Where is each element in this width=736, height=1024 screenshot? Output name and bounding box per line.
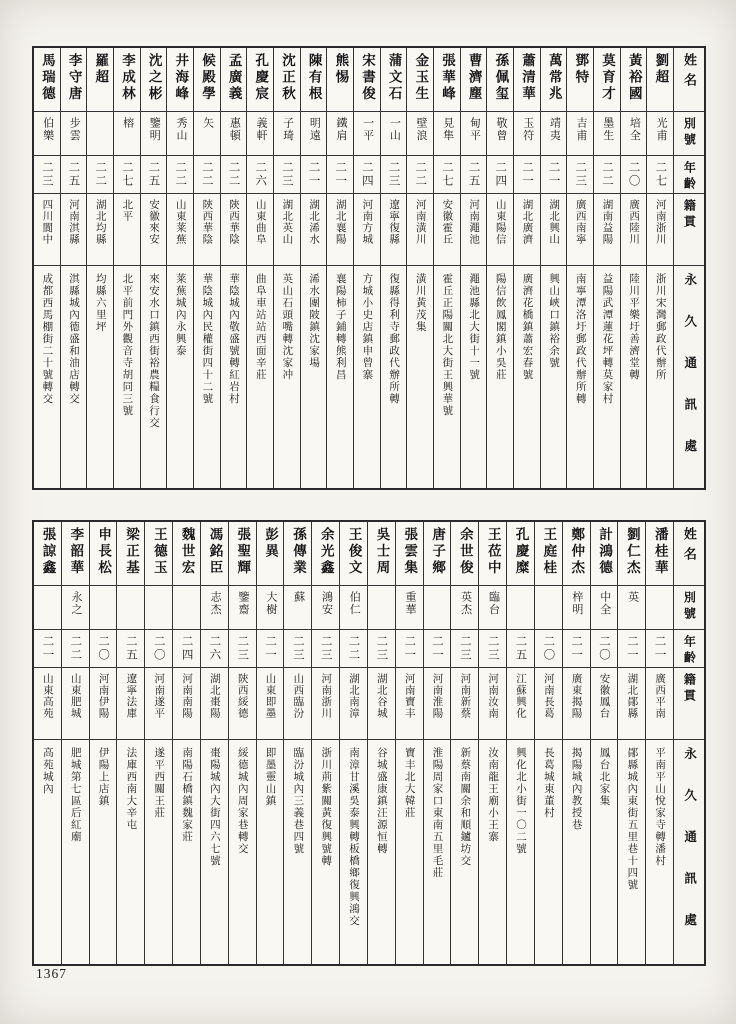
person-name: 張雲集 [396, 522, 423, 586]
person-age: 二二 [167, 156, 193, 194]
person-alias [34, 586, 61, 630]
person-column [61, 48, 88, 488]
person-age: 二〇 [535, 630, 562, 668]
person-column [141, 48, 168, 488]
person-alias: 墨生 [594, 112, 620, 156]
person-address: 華陰城內民權街四十二號 [201, 273, 213, 405]
person-name: 金玉生 [407, 48, 433, 112]
person-name: 鄧特 [567, 48, 593, 112]
roster-table-bottom [32, 520, 706, 966]
person-column [221, 48, 248, 488]
person-address: 方城小史店鎮申曾寨 [361, 273, 373, 381]
person-alias: 臨台 [479, 586, 506, 630]
person-column [618, 522, 646, 964]
header-address-label: 永久通訊處 [682, 747, 697, 955]
person-name: 馮銘臣 [201, 522, 228, 586]
person-column [396, 522, 424, 964]
person-alias: 見隼 [434, 112, 460, 156]
person-address: 陸川平樂圩善濟堂轉 [628, 273, 640, 381]
person-name: 劉超 [647, 48, 673, 112]
person-alias: 一平 [354, 112, 380, 156]
person-name: 孔慶糜 [507, 522, 534, 586]
person-native: 安徽霍丘 [434, 194, 460, 266]
header-name-label: 姓名 [674, 522, 704, 586]
person-address: 棗陽城內大街四六七號 [208, 747, 220, 867]
person-column [591, 522, 619, 964]
header-alias-label: 別號 [674, 586, 704, 630]
person-native: 山東陽信 [487, 194, 513, 266]
person-native: 湖北興山 [541, 194, 567, 266]
person-alias: 培全 [621, 112, 647, 156]
person-age: 二二 [340, 630, 367, 668]
person-column [451, 522, 479, 964]
person-address: 南漳甘溪吳泰興轉板橋鄉復興鴻交 [348, 747, 360, 927]
person-column [257, 522, 285, 964]
person-address: 南寧潭洛圩郵政代辦所轉 [574, 273, 586, 405]
person-alias: 光甫 [647, 112, 673, 156]
person-age: 二三 [274, 156, 300, 194]
person-name: 莫育才 [594, 48, 620, 112]
person-alias [646, 586, 673, 630]
person-alias: 甸平 [461, 112, 487, 156]
person-alias [173, 586, 200, 630]
person-address: 益陽武潭蓮花坪轉莫家村 [601, 273, 613, 405]
person-column [194, 48, 221, 488]
person-native: 河南新蔡 [451, 668, 478, 740]
person-alias [117, 586, 144, 630]
person-native: 山東肥城 [62, 668, 89, 740]
person-column [487, 48, 514, 488]
person-name: 陳有根 [301, 48, 327, 112]
person-native: 湖北棗陽 [201, 668, 228, 740]
person-name: 曹濟塵 [461, 48, 487, 112]
person-address: 浙川荊紫關黃復興號轉 [320, 747, 332, 867]
person-age: 二三 [34, 156, 60, 194]
person-name: 候殿學 [194, 48, 220, 112]
person-age: 二〇 [621, 156, 647, 194]
person-alias: 吉甫 [567, 112, 593, 156]
person-column [173, 522, 201, 964]
person-alias: 鑒明 [141, 112, 167, 156]
person-alias: 鐵肩 [327, 112, 353, 156]
person-column [327, 48, 354, 488]
person-column [541, 48, 568, 488]
person-alias: 重華 [396, 586, 423, 630]
person-age: 二六 [201, 630, 228, 668]
person-address: 淮陽周家口東南五里毛莊 [431, 747, 443, 879]
person-native: 廣西南寧 [567, 194, 593, 266]
person-column [424, 522, 452, 964]
person-age: 二一 [301, 156, 327, 194]
person-column [354, 48, 381, 488]
person-native: 山東即墨 [257, 668, 284, 740]
person-alias [368, 586, 395, 630]
person-age: 二三 [229, 630, 256, 668]
person-name: 李守唐 [61, 48, 87, 112]
person-native: 河南淇縣 [61, 194, 87, 266]
person-age: 二一 [618, 630, 645, 668]
person-column [34, 522, 62, 964]
person-age: 二七 [647, 156, 673, 194]
person-name: 萬常兆 [541, 48, 567, 112]
person-age: 二四 [487, 156, 513, 194]
person-age: 二二 [62, 630, 89, 668]
person-native: 河南南陽 [173, 668, 200, 740]
person-alias: 鑒齋 [229, 586, 256, 630]
person-address: 浠水團陂鎮沈家場 [308, 273, 320, 369]
person-column [563, 522, 591, 964]
person-alias: 志杰 [201, 586, 228, 630]
person-address: 南陽石橋鎮魏家莊 [181, 747, 193, 843]
person-name: 井海峰 [167, 48, 193, 112]
header-column [674, 48, 704, 488]
person-column [621, 48, 648, 488]
person-address: 寶丰北大韓莊 [403, 747, 415, 819]
person-native: 湖北南漳 [340, 668, 367, 740]
header-column [674, 522, 704, 964]
person-age: 二二 [594, 156, 620, 194]
person-alias [87, 112, 113, 156]
person-native: 河南遂平 [145, 668, 172, 740]
person-address: 揭陽城內教授巷 [570, 747, 582, 831]
person-age: 二一 [34, 630, 61, 668]
person-name: 李成林 [114, 48, 140, 112]
person-native: 湖北均縣 [87, 194, 113, 266]
person-address: 復縣得利寺郵政代辦所轉 [388, 273, 400, 405]
person-native: 河南潢川 [407, 194, 433, 266]
person-alias: 子琦 [274, 112, 300, 156]
person-age: 二三 [567, 156, 593, 194]
person-age: 二一 [424, 630, 451, 668]
person-address: 潢川黃茂集 [414, 273, 426, 333]
person-native: 湖南益陽 [594, 194, 620, 266]
person-alias: 中全 [591, 586, 618, 630]
person-name: 馬瑞德 [34, 48, 60, 112]
person-address: 澠池縣北大街十一號 [468, 273, 480, 381]
person-native: 遼寧復縣 [381, 194, 407, 266]
header-age-label: 年齡 [674, 156, 704, 194]
person-address: 汝南龍王廟小王寨 [487, 747, 499, 843]
person-address: 肥城第七區后紅廟 [69, 747, 81, 843]
person-address: 高苑城內 [41, 747, 53, 795]
page-number: 1367 [36, 966, 67, 981]
person-age: 二六 [247, 156, 273, 194]
person-name: 孫佩玺 [487, 48, 513, 112]
person-address: 綏德城內周家巷轉交 [236, 747, 248, 855]
person-name: 余世俊 [451, 522, 478, 586]
person-native: 河南方城 [354, 194, 380, 266]
person-alias: 壁浪 [407, 112, 433, 156]
person-alias: 蘇 [284, 586, 311, 630]
person-name: 熊惕 [327, 48, 353, 112]
person-name: 王庭桂 [535, 522, 562, 586]
person-name: 申長松 [90, 522, 117, 586]
person-column [145, 522, 173, 964]
person-column [567, 48, 594, 488]
person-address: 曲阜車站站西面辛莊 [254, 273, 266, 381]
person-address: 即墨靈山鎮 [264, 747, 276, 807]
person-column [479, 522, 507, 964]
person-native: 河南淮陽 [424, 668, 451, 740]
person-column [434, 48, 461, 488]
person-age: 二五 [507, 630, 534, 668]
person-address: 均縣六里坪 [94, 273, 106, 333]
person-age: 二〇 [591, 630, 618, 668]
person-name: 張華峰 [434, 48, 460, 112]
person-age: 二三 [284, 630, 311, 668]
person-column [368, 522, 396, 964]
person-alias: 永之 [62, 586, 89, 630]
person-address: 興化北小街一〇二號 [515, 747, 526, 855]
person-column [284, 522, 312, 964]
person-name: 蕭清華 [514, 48, 540, 112]
person-alias [90, 586, 117, 630]
person-alias: 秀山 [167, 112, 193, 156]
person-age: 二五 [461, 156, 487, 194]
person-age: 二一 [563, 630, 590, 668]
person-column [34, 48, 61, 488]
person-alias: 英杰 [451, 586, 478, 630]
person-column [62, 522, 90, 964]
person-native: 廣西平南 [646, 668, 673, 740]
person-column [312, 522, 340, 964]
person-name: 吳士周 [368, 522, 395, 586]
person-alias [535, 586, 562, 630]
person-name: 蒲文石 [381, 48, 407, 112]
person-native: 河南伊陽 [90, 668, 117, 740]
person-name: 潘桂華 [646, 522, 673, 586]
person-native: 湖北廣濟 [514, 194, 540, 266]
person-alias: 步雲 [61, 112, 87, 156]
person-age: 二二 [87, 156, 113, 194]
person-alias: 伯仁 [340, 586, 367, 630]
person-age: 二三 [451, 630, 478, 668]
person-column [646, 522, 674, 964]
person-name: 宋書俊 [354, 48, 380, 112]
person-address: 鄖縣城內東街五里巷十四號 [626, 747, 638, 891]
person-native: 河南長葛 [535, 668, 562, 740]
person-native: 遼寧法庫 [117, 668, 144, 740]
person-name: 余光鑫 [312, 522, 339, 586]
person-name: 李韶華 [62, 522, 89, 586]
person-age: 二二 [221, 156, 247, 194]
person-age: 二五 [141, 156, 167, 194]
person-age: 二一 [396, 630, 423, 668]
person-alias: 義軒 [247, 112, 273, 156]
person-native: 四川閬中 [34, 194, 60, 266]
person-name: 鄭仲杰 [563, 522, 590, 586]
person-age: 二一 [646, 630, 673, 668]
person-native: 湖北谷城 [368, 668, 395, 740]
person-address: 新蔡南關余和順鑪坊交 [459, 747, 471, 867]
person-address: 成都西馬棚街二十號轉交 [41, 273, 53, 405]
person-name: 王德玉 [145, 522, 172, 586]
person-native: 北平 [114, 194, 140, 266]
person-native: 河南汝南 [479, 668, 506, 740]
person-column [274, 48, 301, 488]
person-native: 河南浙川 [312, 668, 339, 740]
person-name: 王俊文 [340, 522, 367, 586]
person-age: 二三 [312, 630, 339, 668]
person-name: 唐子鄉 [424, 522, 451, 586]
header-age-label: 年齡 [674, 630, 704, 668]
header-alias-label: 別號 [674, 112, 704, 156]
person-column [535, 522, 563, 964]
header-address-label: 永久通訊處 [682, 273, 697, 481]
person-name: 孔慶宸 [247, 48, 273, 112]
person-native: 陝西華陰 [194, 194, 220, 266]
person-name: 劉仁杰 [618, 522, 645, 586]
person-address: 谷城盛康鎮汪源恒轉 [375, 747, 387, 855]
person-name: 孫傳業 [284, 522, 311, 586]
person-name: 張聖輝 [229, 522, 256, 586]
person-age: 二三 [368, 630, 395, 668]
person-column [594, 48, 621, 488]
person-address: 浙川宋灣郵政代辦所 [654, 273, 666, 381]
person-column [201, 522, 229, 964]
person-column [247, 48, 274, 488]
person-alias [424, 586, 451, 630]
person-native: 湖北鄖縣 [618, 668, 645, 740]
person-age: 二七 [114, 156, 140, 194]
person-column [461, 48, 488, 488]
person-column [507, 522, 535, 964]
person-native: 山東曲阜 [247, 194, 273, 266]
person-name: 王莅中 [479, 522, 506, 586]
person-name: 魏世宏 [173, 522, 200, 586]
person-column [340, 522, 368, 964]
person-native: 河南浙川 [647, 194, 673, 266]
person-native: 陝西華陰 [221, 194, 247, 266]
person-native: 廣東揭陽 [563, 668, 590, 740]
person-column [167, 48, 194, 488]
person-native: 安徽鳳台 [591, 668, 618, 740]
person-address: 臨汾城內三義巷四號 [292, 747, 304, 855]
person-alias: 玉符 [514, 112, 540, 156]
person-alias: 英 [618, 586, 645, 630]
person-native: 河南澠池 [461, 194, 487, 266]
header-name-label: 姓名 [674, 48, 704, 112]
person-name: 羅超 [87, 48, 113, 112]
person-alias: 鴻安 [312, 586, 339, 630]
person-alias: 伯樂 [34, 112, 60, 156]
person-column [229, 522, 257, 964]
person-address: 遂平西關王莊 [153, 747, 165, 819]
person-column [117, 522, 145, 964]
person-address: 莱蕪城內永興泰 [174, 273, 186, 357]
header-native-label: 籍貫 [674, 668, 704, 740]
person-column [381, 48, 408, 488]
person-alias: 大樹 [257, 586, 284, 630]
person-alias: 一山 [381, 112, 407, 156]
person-alias: 靖夷 [541, 112, 567, 156]
person-name: 計鴻德 [591, 522, 618, 586]
person-column [514, 48, 541, 488]
person-age: 二一 [541, 156, 567, 194]
person-address: 襄陽柿子鋪轉熊利昌 [334, 273, 346, 381]
person-alias [145, 586, 172, 630]
person-age: 二四 [354, 156, 380, 194]
person-column [647, 48, 674, 488]
person-age: 二五 [61, 156, 87, 194]
person-address: 長葛城東董村 [542, 747, 554, 819]
person-native: 陝西綏德 [229, 668, 256, 740]
person-age: 二三 [381, 156, 407, 194]
person-name: 梁正基 [117, 522, 144, 586]
person-address: 伊陽上店鎮 [97, 747, 109, 807]
person-age: 二〇 [145, 630, 172, 668]
person-alias: 敬曾 [487, 112, 513, 156]
person-native: 河南寶丰 [396, 668, 423, 740]
person-column [114, 48, 141, 488]
person-alias: 梓明 [563, 586, 590, 630]
person-alias: 矢 [194, 112, 220, 156]
person-native: 山西臨汾 [284, 668, 311, 740]
person-address: 陽信飲鳳閣鎮小吳莊 [494, 273, 506, 381]
person-age: 二五 [117, 630, 144, 668]
person-age: 二一 [327, 156, 353, 194]
person-native: 湖北浠水 [301, 194, 327, 266]
person-name: 彭異 [257, 522, 284, 586]
person-age: 二一 [514, 156, 540, 194]
person-age: 二三 [479, 630, 506, 668]
person-name: 沈正秋 [274, 48, 300, 112]
person-name: 孟廣義 [221, 48, 247, 112]
person-age: 二七 [434, 156, 460, 194]
person-age: 二二 [407, 156, 433, 194]
person-age: 二二 [194, 156, 220, 194]
person-address: 霍丘正陽關北大街王興華號 [441, 273, 453, 417]
person-address: 北平前門外觀音寺胡同三號 [121, 273, 133, 417]
roster-table-top [32, 46, 706, 490]
person-column [87, 48, 114, 488]
person-alias [507, 586, 534, 630]
person-address: 華陰城內敬盛號轉紅岩村 [228, 273, 240, 405]
person-name: 張諒鑫 [34, 522, 61, 586]
person-age: 二四 [173, 630, 200, 668]
person-address: 法庫西南大辛屯 [125, 747, 137, 831]
header-native-label: 籍貫 [674, 194, 704, 266]
person-age: 二〇 [90, 630, 117, 668]
person-column [301, 48, 328, 488]
person-address: 平南平山悅家寺轉潘村 [654, 747, 666, 867]
person-column [407, 48, 434, 488]
person-native: 湖北襄陽 [327, 194, 353, 266]
person-name: 黃裕國 [621, 48, 647, 112]
person-native: 廣西陸川 [621, 194, 647, 266]
person-address: 英山石頭嘴轉沈家冲 [281, 273, 293, 381]
person-address: 淇縣城內德盛和油店轉交 [68, 273, 80, 405]
person-address: 興山峽口鎮裕余號 [548, 273, 560, 369]
person-native: 山東高苑 [34, 668, 61, 740]
person-name: 沈之彬 [141, 48, 167, 112]
person-alias: 明遠 [301, 112, 327, 156]
person-alias: 惠頓 [221, 112, 247, 156]
person-column [90, 522, 118, 964]
person-native: 湖北英山 [274, 194, 300, 266]
person-address: 廣濟花橋鎮蕭宏春號 [521, 273, 533, 381]
person-address: 來安水口鎮西街裕農糧食行交 [148, 273, 160, 429]
person-native: 江蘇興化 [507, 668, 534, 740]
person-age: 二一 [257, 630, 284, 668]
person-native: 山東莱蕪 [167, 194, 193, 266]
person-native: 安徽來安 [141, 194, 167, 266]
person-address: 鳳台北家集 [598, 747, 610, 807]
person-alias: 榕 [114, 112, 140, 156]
